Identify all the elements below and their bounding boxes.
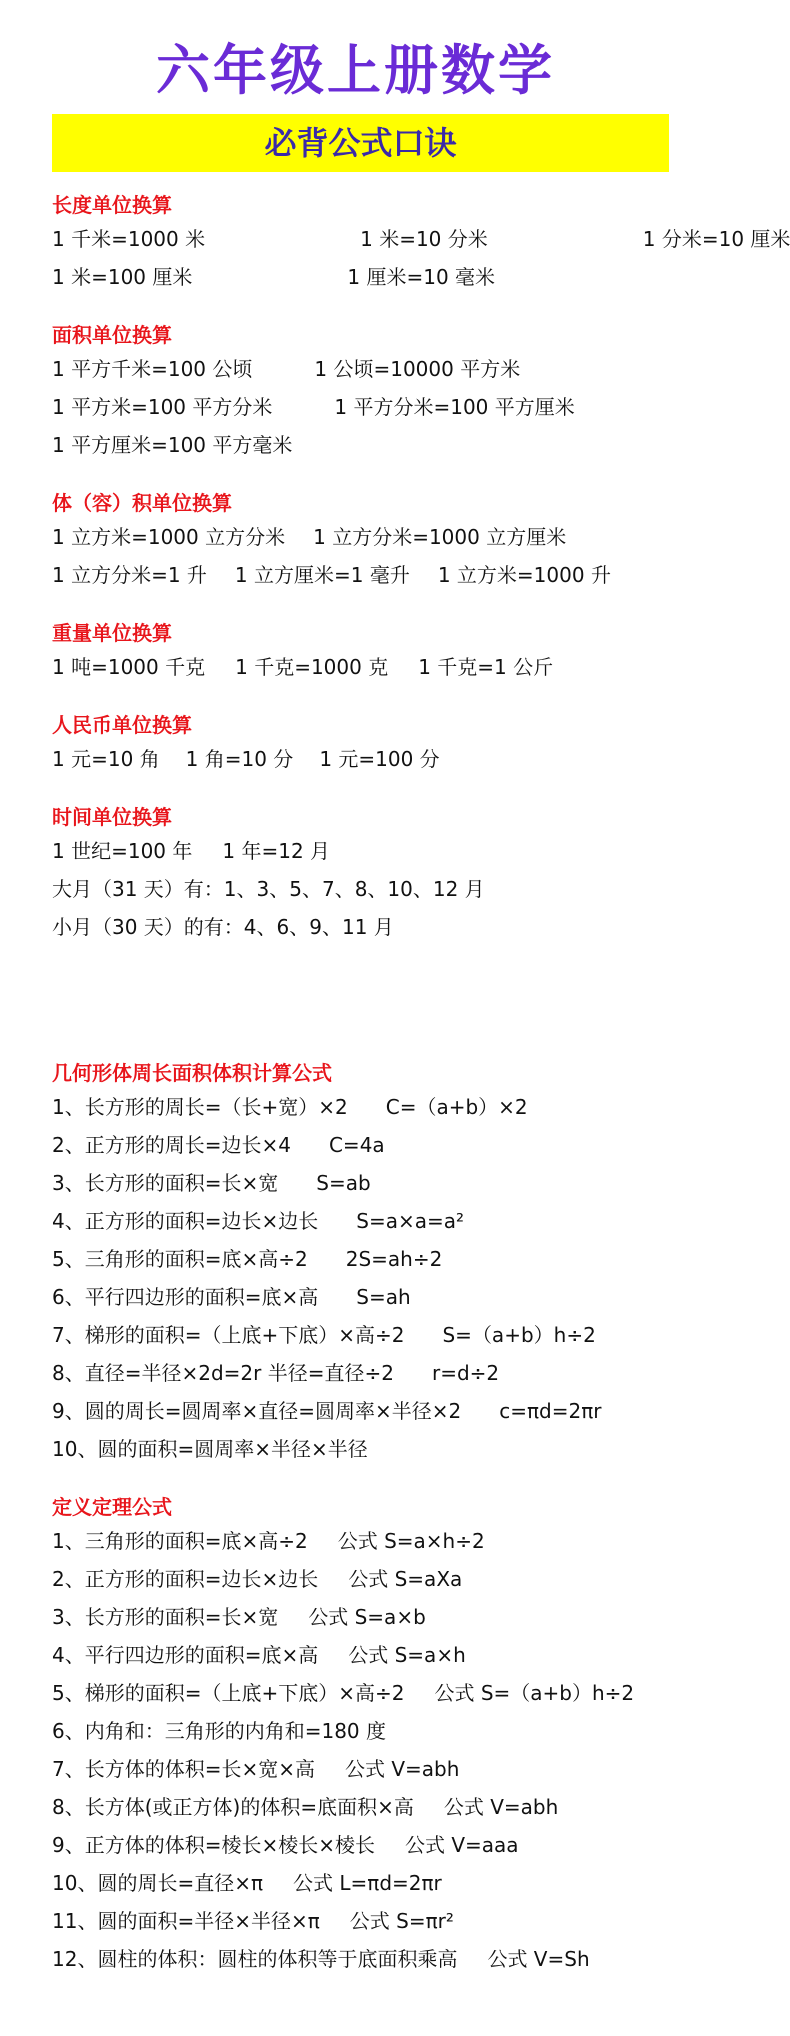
formula-line: [52, 1354, 659, 1392]
section-title: 重量单位换算: [52, 621, 172, 645]
formula-text: 1 米=10 分米: [360, 227, 488, 251]
formula-text: 2S=ah÷2: [345, 1247, 443, 1271]
formula-text: C=（a+b）×2: [385, 1095, 528, 1119]
content: [52, 172, 790, 1978]
formula-text: 1 立方分米=1000 立方厘米: [313, 525, 567, 549]
formula-text: 1 立方米=1000 升: [437, 563, 611, 587]
formula-line: [52, 1712, 659, 1750]
formula-line: [52, 908, 659, 946]
formula-line: [52, 1088, 659, 1126]
formula-text: 公式 S=aXa: [348, 1567, 463, 1591]
formula-text: 1 世纪=100 年: [52, 839, 193, 863]
formula-line: [52, 1164, 659, 1202]
section-title: 长度单位换算: [52, 193, 172, 217]
formula-text: 大月（31 天）有：1、3、5、7、8、10、12 月: [52, 877, 485, 901]
formula-text: 公式 S=a×h: [348, 1643, 466, 1667]
formula-line: [52, 1598, 659, 1636]
formula-text: 1 元=10 角: [52, 747, 160, 771]
formula-text: 4、正方形的面积=边长×边长: [52, 1209, 319, 1233]
formula-line: [52, 556, 659, 594]
formula-text: 小月（30 天）的有：4、6、9、11 月: [52, 915, 394, 939]
formula-text: 1 立方米=1000 立方分米: [52, 525, 286, 549]
subtitle-banner: 必背公式口诀: [52, 114, 669, 172]
formula-line: [52, 740, 659, 778]
section-title: 人民币单位换算: [52, 713, 192, 737]
formula-text: 1 厘米=10 毫米: [347, 265, 496, 289]
formula-text: 5、梯形的面积=（上底+下底）×高÷2: [52, 1681, 405, 1705]
formula-text: 3、长方形的面积=长×宽: [52, 1171, 279, 1195]
formula-line: [52, 1278, 659, 1316]
formula-text: 6、内角和：三角形的内角和=180 度: [52, 1719, 387, 1743]
formula-text: 3、长方形的面积=长×宽: [52, 1605, 279, 1629]
formula-text: 8、直径=半径×2d=2r 半径=直径÷2: [52, 1361, 394, 1385]
formula-text: 8、长方体(或正方体)的体积=底面积×高: [52, 1795, 414, 1819]
section-title: 体（容）积单位换算: [52, 491, 232, 515]
formula-text: 1 平方米=100 平方分米: [52, 395, 273, 419]
formula-text: S=（a+b）h÷2: [442, 1323, 596, 1347]
formula-text: 公式 S=πr²: [349, 1909, 454, 1933]
formula-text: 1、三角形的面积=底×高÷2: [52, 1529, 308, 1553]
section-title: 时间单位换算: [52, 805, 172, 829]
formula-text: 公式 S=a×b: [308, 1605, 426, 1629]
formula-text: 1 立方分米=1 升: [52, 563, 207, 587]
formula-text: 10、圆的面积=圆周率×半径×半径: [52, 1437, 368, 1461]
formula-text: 10、圆的周长=直径×π: [52, 1871, 264, 1895]
section-money: [52, 710, 659, 778]
formula-text: 9、正方体的体积=棱长×棱长×棱长: [52, 1833, 375, 1857]
formula-line: [52, 1126, 659, 1164]
formula-text: S=ab: [316, 1171, 371, 1195]
formula-line: [52, 1750, 659, 1788]
section-time: [52, 802, 659, 946]
formula-line: [52, 258, 659, 296]
formula-line: [52, 518, 659, 556]
formula-line: [52, 426, 659, 464]
formula-text: S=a×a=a²: [356, 1209, 465, 1233]
formula-line: [52, 1940, 659, 1978]
formula-line: [52, 1636, 659, 1674]
formula-line: [52, 350, 659, 388]
formula-text: 12、圆柱的体积：圆柱的体积等于底面积乘高: [52, 1947, 458, 1971]
formula-line: [52, 870, 659, 908]
section-definitions: [52, 1492, 659, 1978]
formula-text: 公式 S=a×h÷2: [337, 1529, 485, 1553]
formula-line: [52, 1864, 659, 1902]
formula-text: 1 公顷=10000 平方米: [314, 357, 521, 381]
formula-text: 1 元=100 分: [319, 747, 440, 771]
formula-line: [52, 1202, 659, 1240]
formula-text: r=d÷2: [431, 1361, 500, 1385]
formula-text: 11、圆的面积=半径×半径×π: [52, 1909, 320, 1933]
formula-line: [52, 1240, 659, 1278]
formula-line: [52, 1674, 659, 1712]
formula-text: 7、梯形的面积=（上底+下底）×高÷2: [52, 1323, 405, 1347]
formula-line: [52, 1392, 659, 1430]
formula-text: 9、圆的周长=圆周率×直径=圆周率×半径×2: [52, 1399, 462, 1423]
formula-text: S=ah: [356, 1285, 411, 1309]
formula-line: [52, 1316, 659, 1354]
section-length: [52, 190, 790, 296]
formula-line: [52, 1788, 659, 1826]
formula-text: 1 米=100 厘米: [52, 265, 193, 289]
formula-text: c=πd=2πr: [499, 1399, 602, 1423]
formula-text: 1 千克=1 公斤: [418, 655, 554, 679]
formula-line: [52, 220, 790, 258]
formula-text: 1 平方千米=100 公顷: [52, 357, 253, 381]
formula-text: 公式 V=abh: [443, 1795, 559, 1819]
formula-text: C=4a: [328, 1133, 385, 1157]
formula-line: [52, 1430, 659, 1468]
formula-text: 公式 V=Sh: [487, 1947, 590, 1971]
formula-text: 1 吨=1000 千克: [52, 655, 206, 679]
section-volume: [52, 488, 659, 594]
section-geometry: [52, 1058, 659, 1468]
section-weight: [52, 618, 659, 686]
formula-text: 1 平方分米=100 平方厘米: [334, 395, 575, 419]
formula-line: [52, 1902, 659, 1940]
formula-text: 1、长方形的周长=（长+宽）×2: [52, 1095, 348, 1119]
formula-text: 2、正方形的周长=边长×4: [52, 1133, 291, 1157]
section-area: [52, 320, 659, 464]
page-title: 六年级上册数学: [156, 39, 555, 102]
formula-line: [52, 832, 659, 870]
formula-text: 4、平行四边形的面积=底×高: [52, 1643, 319, 1667]
formula-text: 1 千米=1000 米: [52, 227, 206, 251]
formula-text: 2、正方形的面积=边长×边长: [52, 1567, 319, 1591]
section-title: 几何形体周长面积体积计算公式: [52, 1061, 332, 1085]
formula-text: 公式 L=πd=2πr: [293, 1871, 442, 1895]
formula-text: 1 分米=10 厘米: [642, 227, 790, 251]
formula-text: 7、长方体的体积=长×宽×高: [52, 1757, 315, 1781]
formula-line: [52, 1522, 659, 1560]
formula-text: 公式 V=aaa: [405, 1833, 519, 1857]
formula-line: [52, 1826, 659, 1864]
formula-text: 公式 S=（a+b）h÷2: [434, 1681, 635, 1705]
formula-text: 6、平行四边形的面积=底×高: [52, 1285, 319, 1309]
formula-text: 5、三角形的面积=底×高÷2: [52, 1247, 308, 1271]
formula-text: 1 年=12 月: [222, 839, 331, 863]
formula-line: [52, 388, 659, 426]
section-title: 面积单位换算: [52, 323, 172, 347]
formula-line: [52, 1560, 659, 1598]
section-title: 定义定理公式: [52, 1495, 172, 1519]
formula-text: 1 角=10 分: [185, 747, 294, 771]
formula-text: 1 千克=1000 克: [235, 655, 389, 679]
formula-text: 1 立方厘米=1 毫升: [234, 563, 410, 587]
formula-text: 1 平方厘米=100 平方毫米: [52, 433, 293, 457]
formula-line: [52, 648, 659, 686]
formula-text: 公式 V=abh: [345, 1757, 460, 1781]
